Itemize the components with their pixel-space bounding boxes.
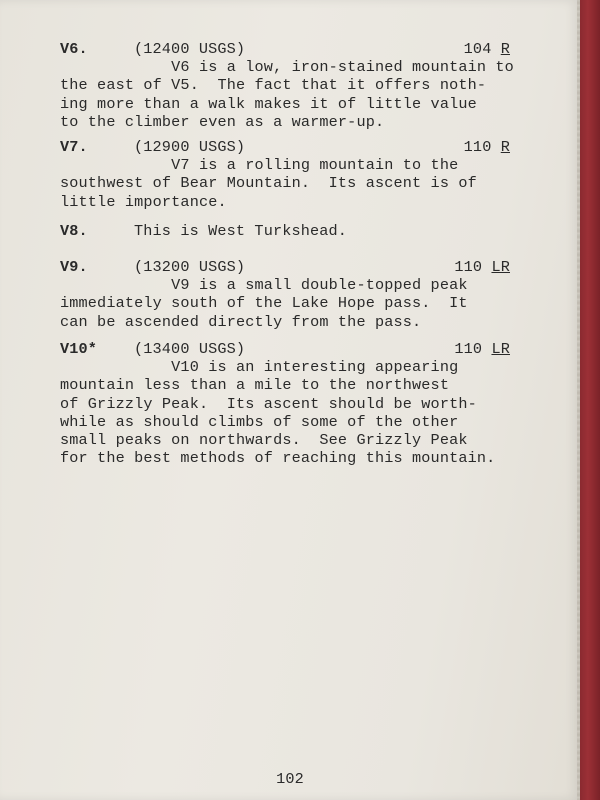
peak-elevation: (13200 USGS)	[134, 258, 246, 276]
description-line: V7 is a rolling mountain to the	[60, 156, 459, 174]
description-line: can be ascended directly from the pass.	[60, 312, 422, 331]
map-reference	[464, 138, 510, 156]
map-ref-letter: LR	[491, 340, 510, 358]
entry-v10	[60, 340, 530, 468]
peak-code: V7.	[60, 138, 88, 156]
description-line: to the climber even as a warmer-up.	[60, 112, 385, 131]
entry-description	[60, 58, 530, 131]
map-reference	[464, 40, 510, 58]
description-line: immediately south of the Lake Hope pass. It	[60, 294, 468, 313]
page-number: 102	[276, 770, 304, 788]
entry-description: This is West Turkshead.	[134, 222, 348, 240]
entry-description	[60, 156, 530, 211]
entry-header	[60, 340, 530, 358]
description-line: V6 is a low, iron-stained mountain to	[60, 58, 514, 76]
entry-v8	[60, 222, 530, 240]
map-ref-letter: R	[500, 138, 510, 156]
map-ref-number: 110	[454, 340, 483, 358]
entry-v9	[60, 258, 530, 331]
entry-header	[60, 258, 530, 276]
description-line: of Grizzly Peak. Its ascent should be worth-	[60, 394, 477, 413]
peak-elevation: (12900 USGS)	[134, 138, 246, 156]
map-ref-number: 110	[454, 258, 483, 276]
entry-description	[60, 358, 530, 468]
peak-code: V8.	[60, 222, 88, 240]
entry-header	[60, 40, 530, 58]
description-line: while as should climbs of some of the other	[60, 412, 459, 431]
map-ref-number: 104	[463, 40, 492, 58]
entry-header	[60, 138, 530, 156]
description-line: small peaks on northwards. See Grizzly Peak	[60, 431, 468, 450]
entry-v7	[60, 138, 530, 211]
entry-v6	[60, 40, 530, 131]
description-line: V9 is a small double-topped peak	[60, 276, 468, 294]
description-line: southwest of Bear Mountain. Its ascent is of	[60, 174, 477, 193]
description-line: mountain less than a mile to the northwest	[60, 376, 450, 395]
red-binding-cover	[580, 0, 600, 800]
map-reference	[454, 340, 510, 358]
peak-code: V10*	[60, 340, 98, 358]
map-ref-letter: R	[500, 40, 510, 58]
peak-elevation: (13400 USGS)	[134, 340, 246, 358]
description-line: ing more than a walk makes it of little value	[60, 94, 477, 113]
description-line: for the best methods of reaching this mountain.	[60, 449, 496, 468]
peak-code: V6.	[60, 40, 88, 58]
map-ref-number: 110	[463, 138, 492, 156]
map-reference	[454, 258, 510, 276]
entry-description	[60, 276, 530, 331]
description-line: little importance.	[60, 192, 227, 211]
description-line: the east of V5. The fact that it offers noth-	[60, 76, 487, 95]
peak-code: V9.	[60, 258, 88, 276]
peak-elevation: (12400 USGS)	[134, 40, 246, 58]
description-line: V10 is an interesting appearing	[60, 358, 459, 376]
map-ref-letter: LR	[491, 258, 510, 276]
